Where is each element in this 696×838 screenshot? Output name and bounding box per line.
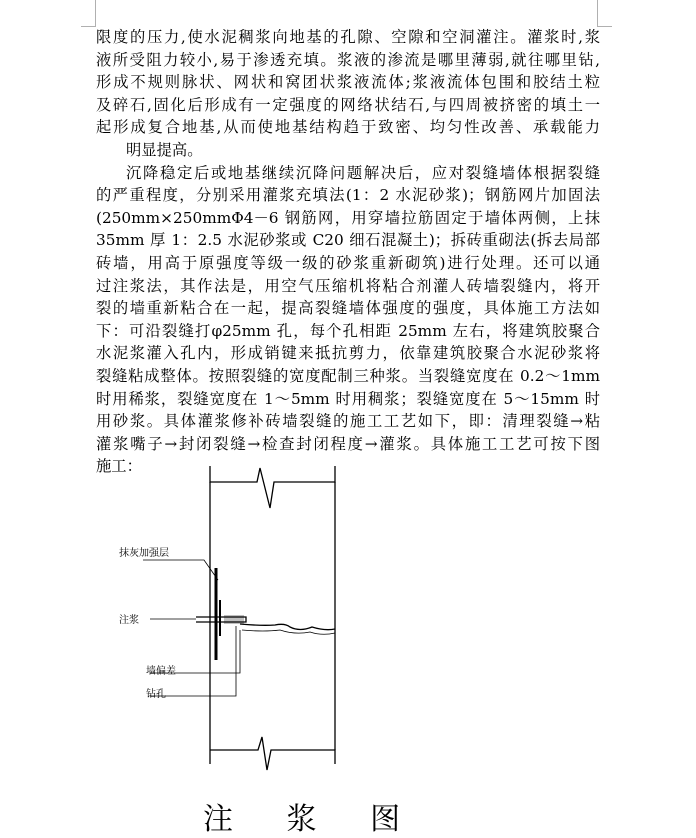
page-corner-mark-right xyxy=(597,0,612,27)
grouting-diagram xyxy=(0,460,696,836)
text-line: 明显提高。 xyxy=(126,140,203,159)
document-body xyxy=(96,26,600,478)
text-line: 形成不规则脉状、网状和窝团状浆液流体;浆液流体包围和胶结土粒 xyxy=(96,73,600,92)
diagram-drawing xyxy=(0,460,696,836)
paragraph-1 xyxy=(96,26,600,162)
text-line: 施工： xyxy=(96,457,142,476)
text-line: 起形成复合地基,从而使地基结构趋于致密、均匀性改善、承载能力 xyxy=(96,118,600,137)
text-line: (250mm×250mmΦ4－6 钢筋网，用穿墙拉筋固定于墙体两侧，上抹 xyxy=(96,208,600,227)
label-plaster-layer: 抹灰加强层 xyxy=(119,548,169,559)
text-line: 的严重程度，分别采用灌浆充填法(1：2 水泥砂浆)；钢筋网片加固法 xyxy=(96,186,600,205)
text-line: 用砂浆。具体灌浆修补砖墙裂缝的施工工艺如下，即：清理裂缝→粘 xyxy=(96,412,600,431)
text-line: 水泥浆灌入孔内，形成销键来抵抗剪力，依靠建筑胶聚合水泥砂浆将 xyxy=(96,344,600,363)
leader-line-plaster xyxy=(143,560,218,580)
text-line: 35mm 厚 1：2.5 水泥砂浆或 C20 细石混凝土)；拆砖重砌法(拆去局部 xyxy=(96,231,600,250)
text-line: 裂缝粘成整体。按照裂缝的宽度配制三种浆。当裂缝宽度在 0.2～1mm xyxy=(96,366,600,385)
text-line: 限度的压力,使水泥稠浆向地基的孔隙、空隙和空洞灌注。灌浆时,浆 xyxy=(96,28,600,46)
text-line: 砖墙，用高于原强度等级一级的砂浆重新砌筑)进行处理。还可以通 xyxy=(96,253,600,272)
figure-title: 注 浆 图 xyxy=(203,802,423,837)
crack-line-lower xyxy=(242,630,335,634)
wall-outline-bottom xyxy=(210,737,335,770)
text-line: 沉降稳定后或地基继续沉降问题解决后，应对裂缝墙体根据裂缝 xyxy=(126,163,600,182)
text-line: 及碎石,固化后形成有一定强度的网络状结石,与四周被挤密的填土一 xyxy=(96,95,600,114)
text-line: 裂的墙重新粘合在一起，提高裂缝墙体强度的强度，具体施工方法如 xyxy=(96,299,600,318)
grout-fill xyxy=(224,615,244,624)
text-line: 过注浆法，其作法是，用空气压缩机将粘合剂灌人砖墙裂缝内，将开 xyxy=(96,276,600,295)
text-line: 液所受阻力较小,易于渗透充填。浆液的渗流是哪里薄弱,就往哪里钻, xyxy=(96,50,600,69)
paragraph-2 xyxy=(96,162,600,478)
wall-outline-top xyxy=(210,466,335,508)
label-wall: 墙偏差 xyxy=(146,666,176,677)
page-corner-mark-left xyxy=(81,0,96,27)
text-line: 灌浆嘴子→封闭裂缝→检查封闭程度→灌浆。具体施工工艺可按下图 xyxy=(96,434,600,453)
text-line: 时用稀浆，裂缝宽度在 1～5mm 时用稠浆；裂缝宽度在 5～15mm 时 xyxy=(96,389,600,408)
crack-line xyxy=(240,624,335,630)
text-line: 下：可沿裂缝打φ25mm 孔，每个孔相距 25mm 左右，将建筑胶聚合 xyxy=(96,321,600,340)
label-grout: 注浆 xyxy=(119,615,139,626)
label-hole: 钻孔 xyxy=(146,689,166,700)
